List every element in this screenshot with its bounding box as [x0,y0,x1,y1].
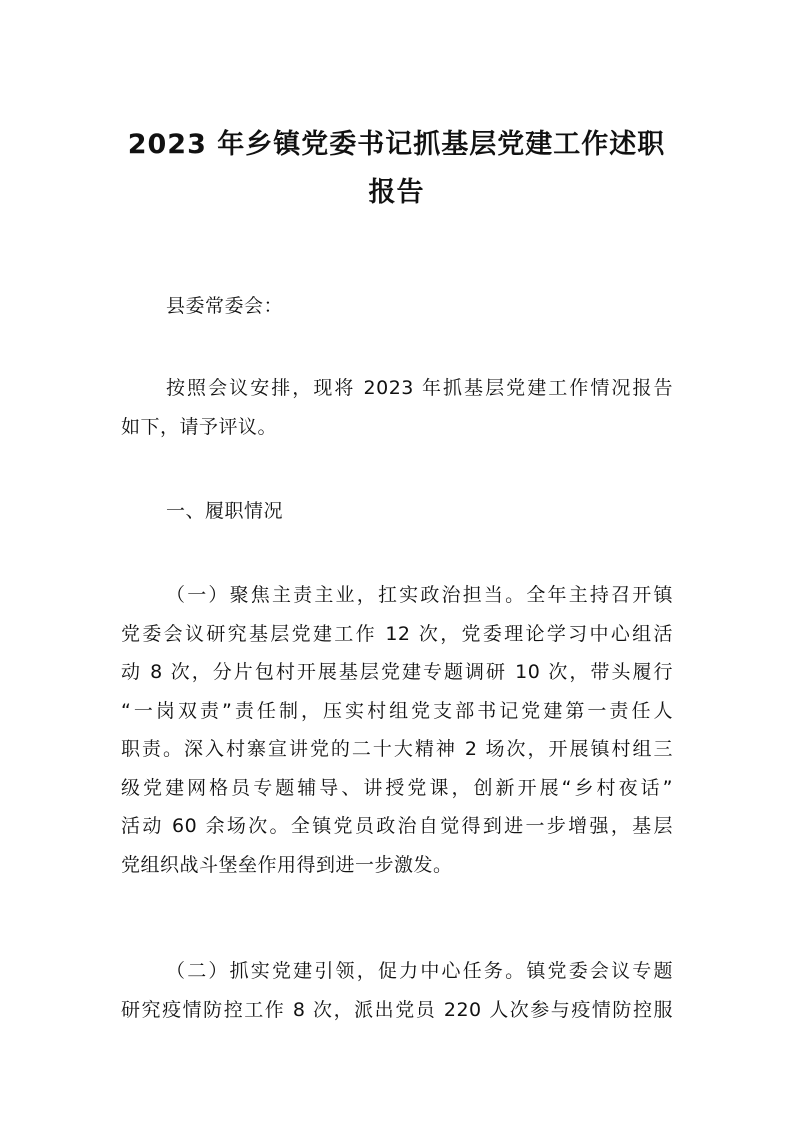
para1-line-4: “一岗双责”责任制，压实村组党支部书记党建第一责任人 [121,699,673,722]
para1-line-5: 职责。深入村寨宣讲党的二十大精神 2 场次，开展镇村组三 [121,738,673,760]
document-title-line-1: 2023 年乡镇党委书记抓基层党建工作述职 [127,129,666,160]
paragraph-1 [121,576,673,884]
section-heading [121,492,673,531]
document-title-line-2: 报告 [368,177,425,208]
salutation [121,287,673,326]
para2-line-1: （二）抓实党建引领，促力中心任务。镇党委会议专题 [166,960,673,982]
section1-heading-text: 一、履职情况 [166,500,284,522]
paragraph-2 [121,952,673,1029]
para1-line-1: （一）聚焦主责主业，扛实政治担当。全年主持召开镇 [166,584,673,606]
para1-line-8: 党组织战斗堡垒作用得到进一步激发。 [121,853,453,876]
para1-line-2: 党委会议研究基层党建工作 12 次，党委理论学习中心组活 [121,622,673,645]
para1-line-3: 动 8 次，分片包村开展基层党建专题调研 10 次，带头履行 [121,661,673,683]
para2-line-2: 研究疫情防控工作 8 次，派出党员 220 人次参与疫情防控服 [121,998,673,1021]
intro-line-1: 按照会议安排，现将 2023 年抓基层党建工作情况报告 [166,377,673,399]
intro-paragraph [121,369,673,446]
para1-line-7: 活动 60 余场次。全镇党员政治自觉得到进一步增强，基层 [121,815,673,837]
para1-line-6: 级党建网格员专题辅导、讲授党课，创新开展“乡村夜话” [121,776,673,799]
salutation-text: 县委常委会： [166,295,284,317]
intro-line-2: 如下，请予评议。 [121,415,278,438]
